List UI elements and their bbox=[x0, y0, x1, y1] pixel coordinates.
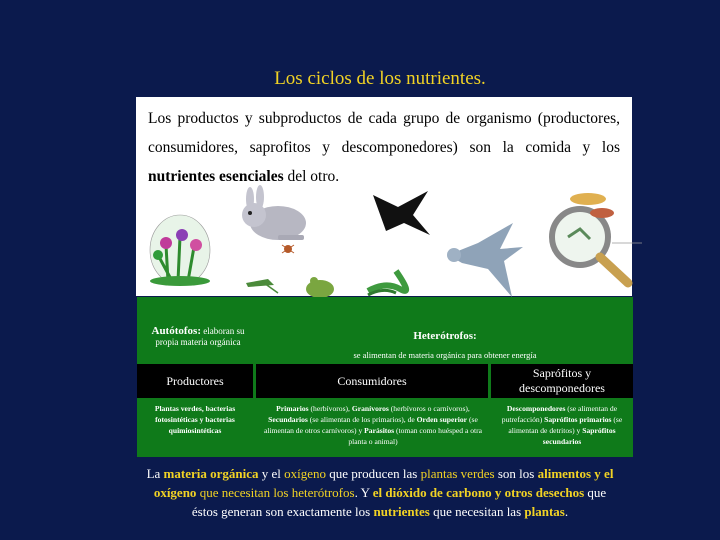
productores-desc: Plantas verdes, bacterias fotosintéticas y bacterias quimiosintéticas bbox=[154, 404, 236, 435]
intro-text-2: del otro. bbox=[283, 168, 340, 185]
autotrofos-box bbox=[143, 326, 253, 348]
cons-primarios: Primarios bbox=[276, 404, 309, 413]
cons-granivoros: Granívoros bbox=[351, 404, 389, 413]
spider-icon bbox=[282, 245, 294, 253]
footer-s16: plantas bbox=[524, 504, 565, 519]
cons-text-2: (herbívoros o carnívoros), bbox=[388, 404, 470, 413]
cons-secundarios: Secundarios bbox=[268, 415, 308, 424]
grasshopper-icon bbox=[246, 279, 278, 293]
autotrofos-desc: elaboran su propia materia orgánica bbox=[155, 326, 245, 347]
slide-title: Los ciclos de los nutrientes. bbox=[274, 68, 486, 89]
cons-text-5: (toman como huésped a otra planta o animal) bbox=[348, 426, 483, 446]
consumidores-desc bbox=[262, 403, 484, 447]
footer-s14: nutrientes bbox=[373, 504, 430, 519]
organisms-illustration bbox=[128, 185, 648, 305]
cons-text-1: (herbívoros), bbox=[308, 404, 352, 413]
grey-bird-icon bbox=[447, 223, 523, 297]
sap-descomponedores: Descomponedores bbox=[506, 404, 566, 413]
sap-text-1: (se alimentan de putrefacción) bbox=[501, 404, 618, 424]
intro-paragraph bbox=[148, 104, 620, 191]
footer-s1: La bbox=[146, 466, 164, 481]
footer-s4: oxígeno bbox=[284, 466, 327, 481]
magnifier-fungus-icon bbox=[552, 193, 642, 283]
footer-s9: que necesitan los bbox=[196, 485, 292, 500]
footer-s5: que producen las bbox=[326, 466, 421, 481]
footer-s6: plantas verdes bbox=[420, 466, 495, 481]
heterotrofos-box bbox=[260, 330, 630, 360]
footer-s15: que necesitan las bbox=[429, 504, 525, 519]
header-productores: Productores bbox=[137, 364, 253, 398]
heterotrofos-desc: se alimentan de materia orgánica para obtener energía bbox=[353, 350, 537, 360]
footer-s12: el dióxido de carbono y otros desechos bbox=[372, 485, 585, 500]
cons-text-4: (se alimentan de otros carnívoros) y bbox=[263, 415, 478, 435]
footer-s17: . bbox=[564, 504, 569, 519]
header-consumidores: Consumidores bbox=[256, 364, 488, 398]
footer-s11: . Y bbox=[354, 485, 373, 500]
header-saprofitos: Saprófitos y descomponedores bbox=[491, 364, 633, 398]
cons-parasitos: Parásitos bbox=[364, 426, 395, 435]
saprofitos-desc bbox=[496, 403, 628, 447]
cons-orden-superior: Orden superior bbox=[416, 415, 468, 424]
intro-text-bold: nutrientes esenciales bbox=[148, 168, 284, 185]
footer-s2: materia orgánica bbox=[163, 466, 259, 481]
sap-text-2: (se alimentan de detritos) y bbox=[508, 415, 623, 435]
footer-s13: que éstos generan son exactamente los bbox=[191, 485, 607, 519]
footer-s7: son los bbox=[494, 466, 538, 481]
cons-text-3: (se alimentan de los primarios), de bbox=[307, 415, 417, 424]
heterotrofos-label: Heterótrofos: bbox=[413, 330, 477, 342]
footer-s10: heterótrofos bbox=[291, 485, 355, 500]
footer-s3: y el bbox=[258, 466, 285, 481]
sap-secundarios: Saprófitos secundarios bbox=[542, 426, 616, 446]
frog-icon bbox=[306, 277, 334, 298]
intro-text-1: Los productos y subproductos de cada grupo de organismo (productores, consumidores, saprofitos y descomponedores) son la comida y los bbox=[148, 110, 620, 156]
rabbit-icon bbox=[242, 185, 306, 240]
sap-primarios: Saprófitos primarios bbox=[544, 415, 612, 424]
black-bird-icon bbox=[373, 191, 430, 235]
snake-icon bbox=[368, 271, 406, 295]
footer-paragraph bbox=[140, 464, 620, 521]
autotrofos-label: Autótofos: bbox=[151, 325, 201, 337]
footer-s8: alimentos y el oxígeno bbox=[153, 466, 614, 500]
flowers-icon bbox=[150, 215, 210, 286]
